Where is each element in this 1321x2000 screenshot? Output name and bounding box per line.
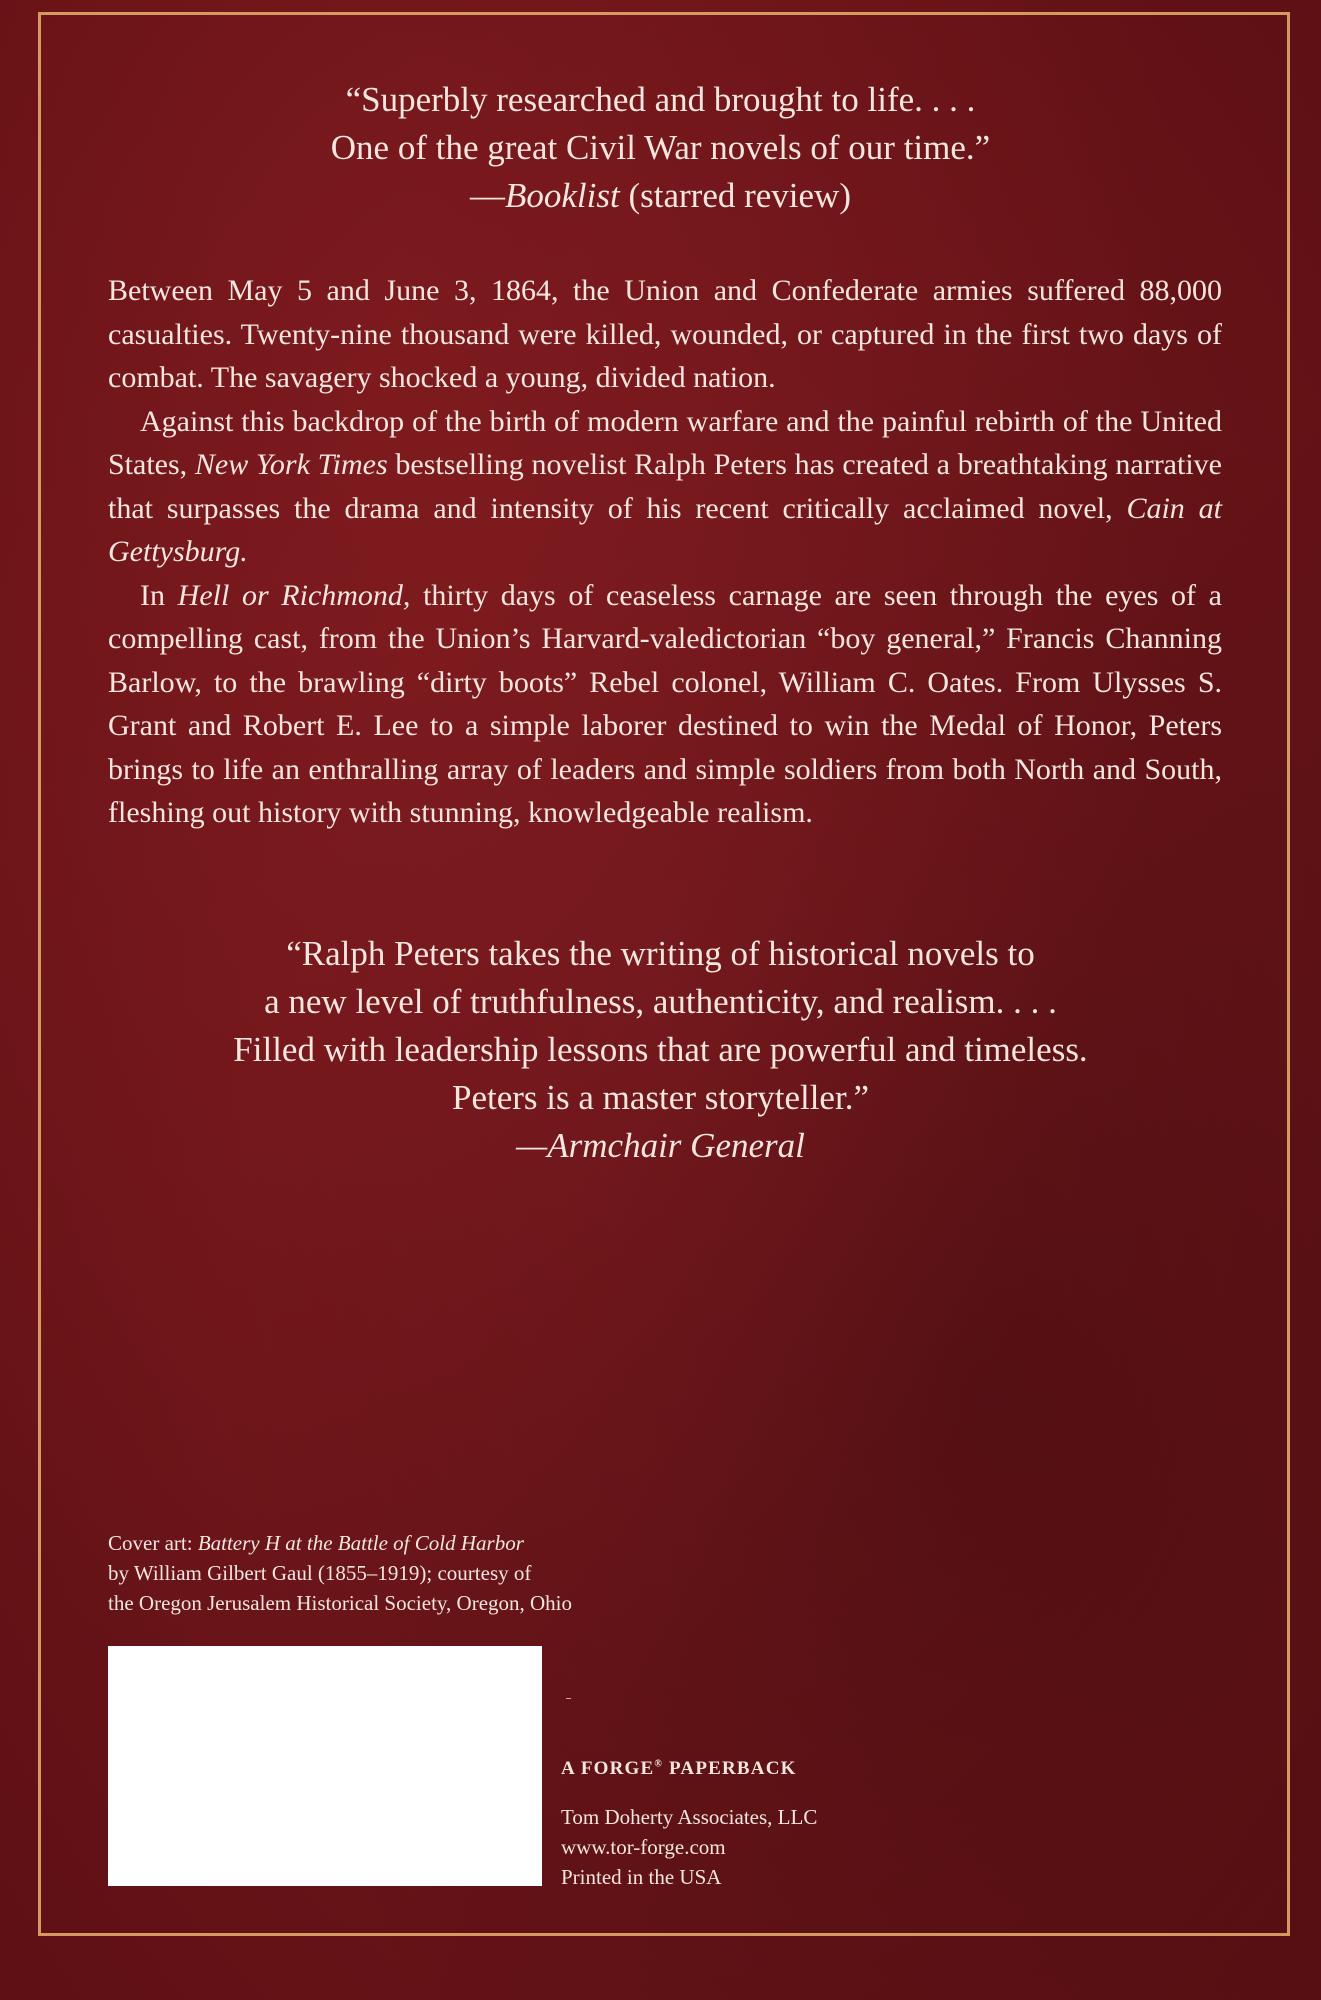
credit-prefix: Cover art: [108,1531,198,1555]
bottom-review-quote [40,930,1281,1170]
credit-artwork-title: Battery H at the Battle of Cold Harbor [197,1531,524,1555]
bottom-quote-attribution [40,1122,1281,1170]
top-quote-attribution [40,172,1281,220]
credit-line-3: the Oregon Jerusalem Historical Society, Oregon, Ohio [108,1591,573,1615]
printed-in: Printed in the USA [561,1865,722,1889]
bottom-quote-line-1: “Ralph Peters takes the writing of historical novels to [286,934,1035,973]
attribution-source: Booklist [505,176,620,215]
attribution-note: (starred review) [619,176,851,215]
p3-text-a: In [140,578,178,612]
description-paragraph-3 [108,574,1222,835]
barcode-area [108,1646,542,1886]
cover-art-credit [108,1528,572,1618]
attribution-dash: — [470,176,505,215]
p2-text-a: Against this backdrop of the birth of modern warfare and the painful rebirth of the United States, [108,404,1222,481]
registered-mark: ® [654,1758,664,1770]
description-paragraph-1: Between May 5 and June 3, 1864, the Union and Confederate armies suffered 88,000 casualties. Twenty-nine thousand were killed, wounded, or captured in the first two days of combat. The savagery shocked a young, divided nation. [108,274,1222,394]
top-quote-line-2: One of the great Civil War novels of our time.” [330,128,991,167]
credit-line-2: by William Gilbert Gaul (1855–1919); courtesy of [108,1561,532,1585]
imprint-label-a: A FORGE [561,1758,655,1779]
p2-italic-novel: Cain at Gettysburg. [108,491,1222,568]
publisher-company: Tom Doherty Associates, LLC [561,1805,818,1829]
p2-italic-newspaper: New York Times [194,448,388,481]
bottom-quote-line-4: Peters is a master storyteller.” [452,1078,869,1117]
bottom-attribution-source: —Armchair General [516,1126,805,1165]
p3-italic-title: Hell or Richmond, [177,578,411,612]
publisher-info [561,1802,817,1892]
publisher-website: www.tor-forge.com [561,1835,726,1859]
publisher-imprint-label [561,1758,797,1780]
description-paragraph-2 [108,400,1222,574]
bottom-quote-line-3: Filled with leadership lessons that are powerful and timeless. [233,1030,1088,1069]
bottom-quote-line-2: a new level of truthfulness, authenticity, and realism. . . . [264,982,1057,1021]
p3-text-b: thirty days of ceaseless carnage are seen through the eyes of a compelling cast, from the Union’s Harvard-valedictorian “boy general,” Francis Channing Barlow, to the brawling “dirty boots” Rebel colonel, William C. Oates. From Ulysses S. Grant and Robert E. Lee to a simple laborer destined to win the Medal of Honor, Peters brings to life an enthralling array of leaders and simple soldiers from both North and South, fleshing out history with stunning, knowledgeable realism. [108,578,1222,829]
decorative-tick-mark [566,1698,571,1699]
top-review-quote [40,76,1281,220]
credit-line-1 [108,1528,572,1558]
p2-text-b: bestselling novelist Ralph Peters has created a breathtaking narrative that surpasses the drama and intensity of his recent critically acclaimed novel, [108,448,1222,525]
book-description [108,269,1222,835]
top-quote-line-1: “Superbly researched and brought to life. . . . [345,80,976,119]
imprint-label-b: PAPERBACK [663,1758,797,1779]
